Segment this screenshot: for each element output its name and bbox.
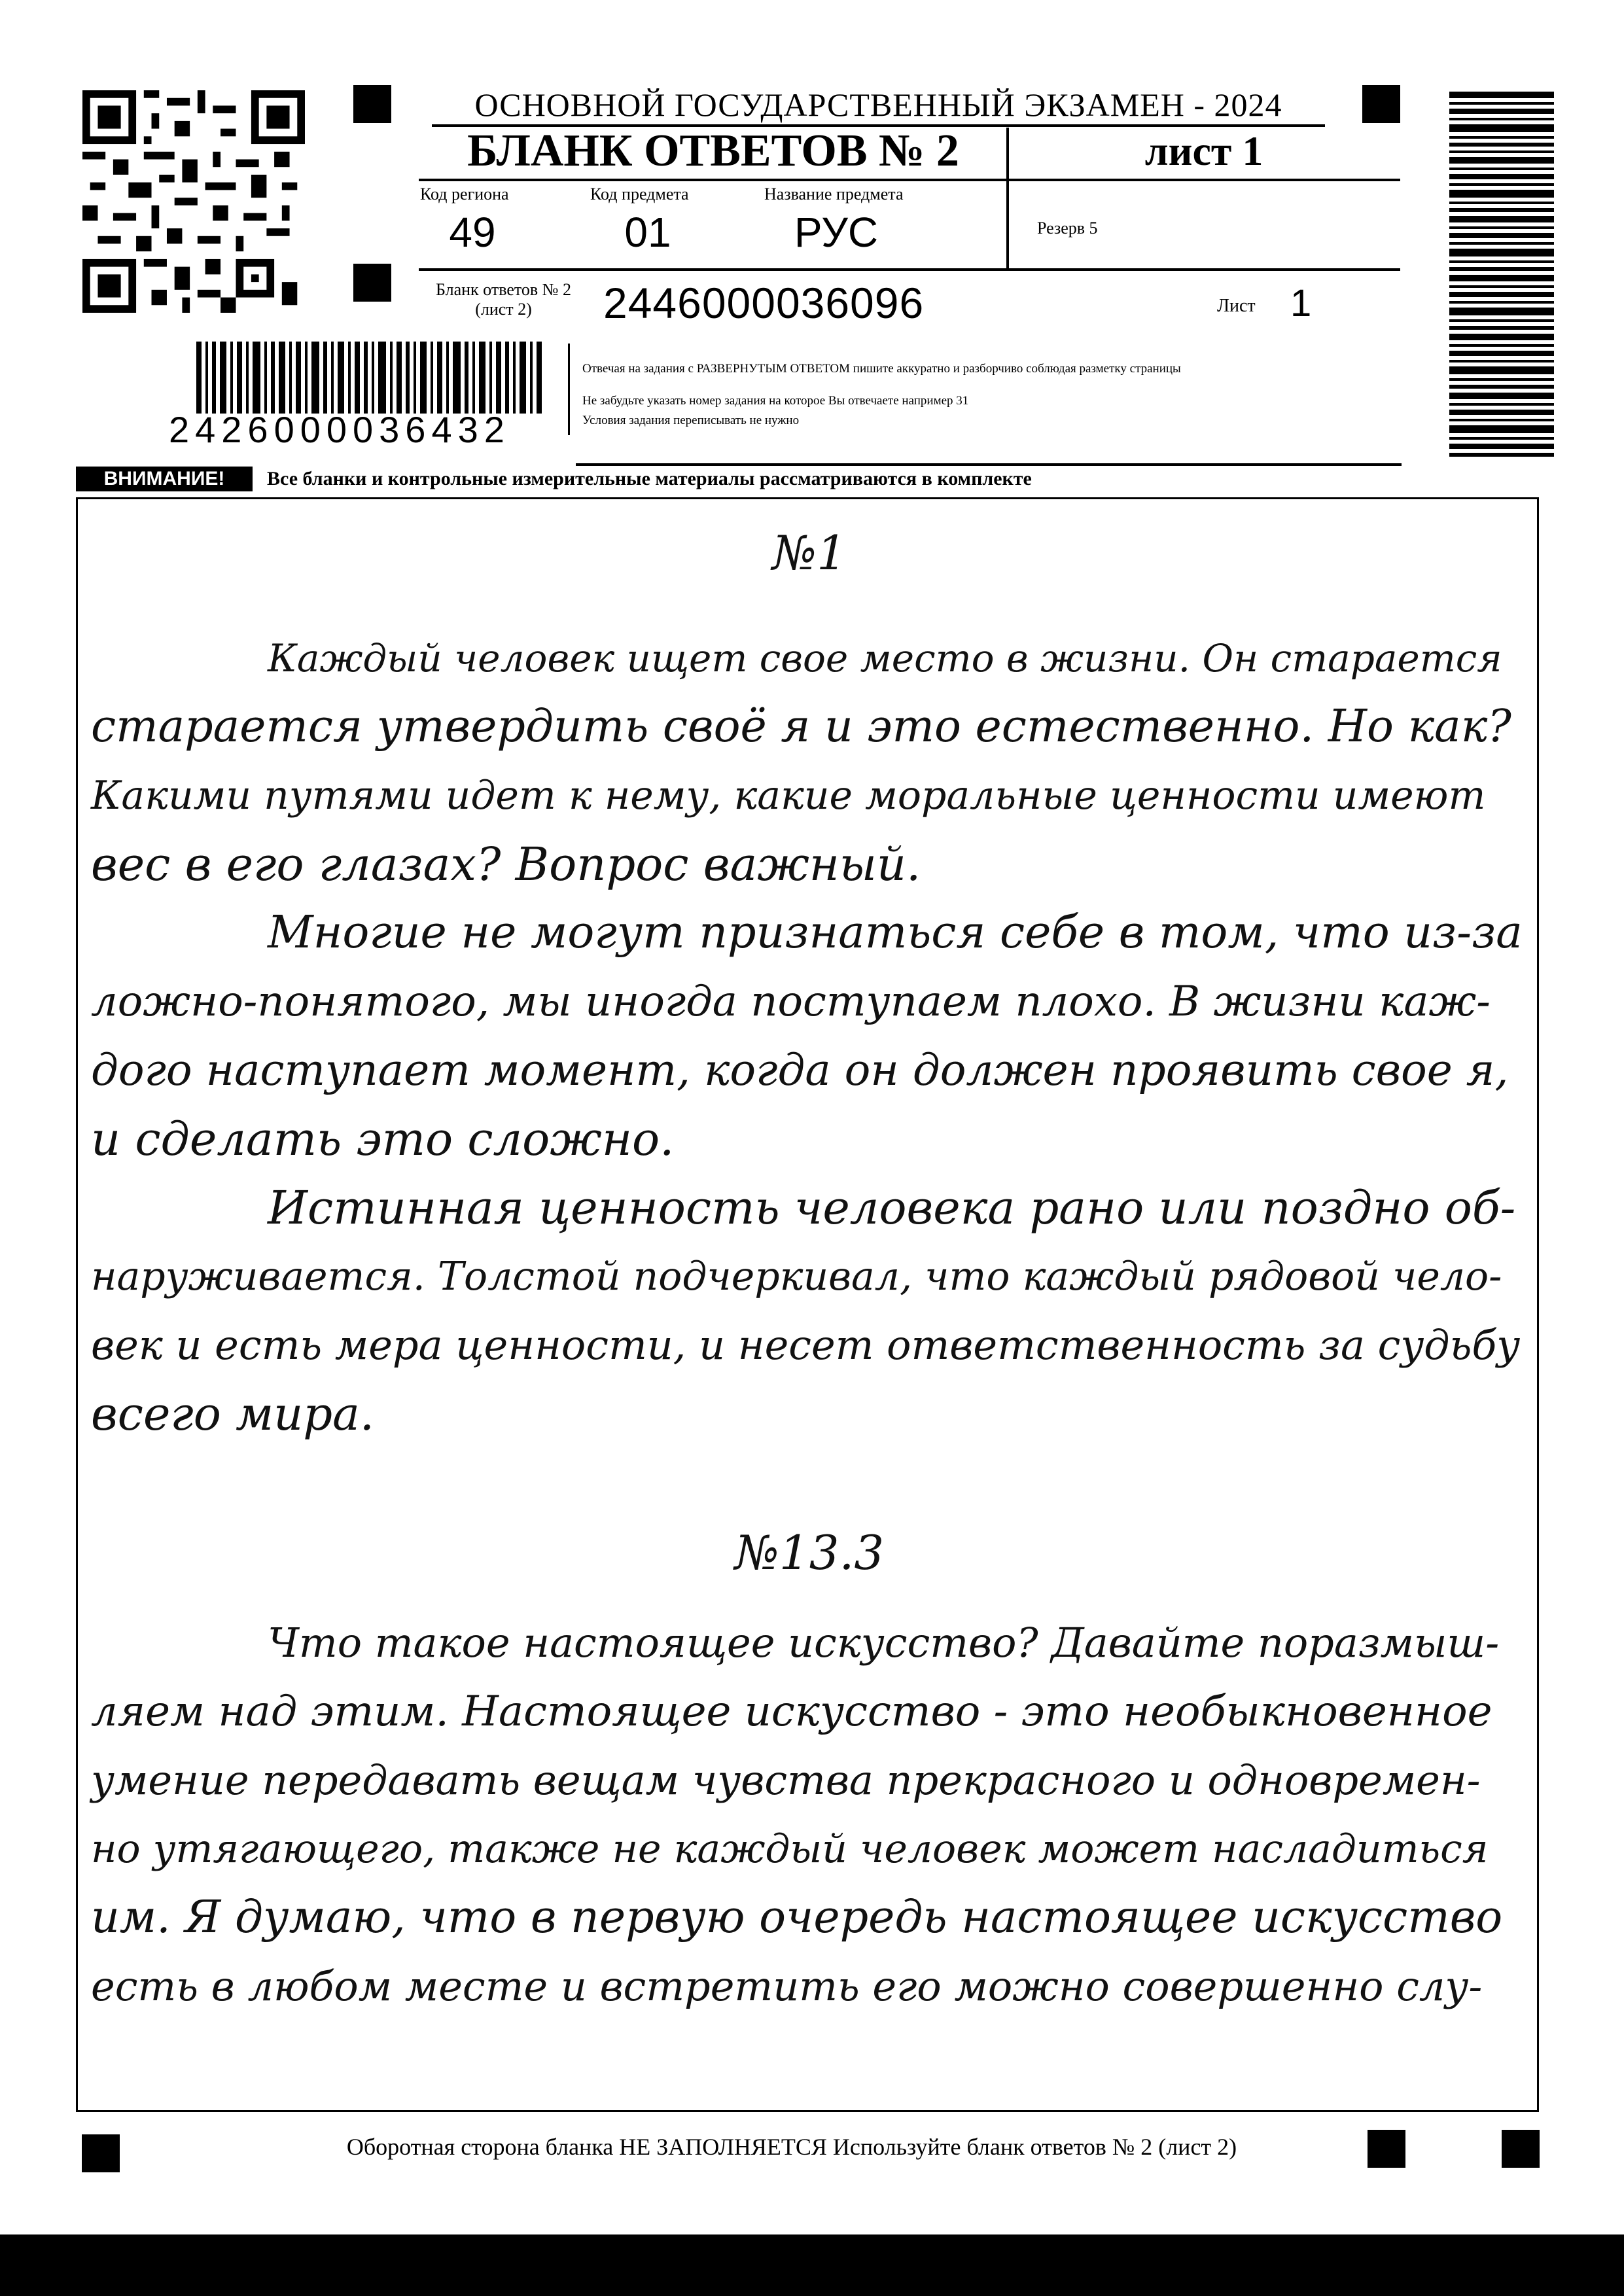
blank-label-line2: (лист 2) — [475, 300, 532, 319]
instruction-line: Не забудьте указать номер задания на которое Вы отвечаете например 31 — [582, 394, 969, 408]
instruction-line: Условия задания переписывать не нужно — [582, 414, 800, 427]
blank-label-line1: Бланк ответов № 2 — [436, 280, 571, 299]
attention-rule — [576, 463, 1402, 466]
answer-line: есть в любом месте и встретить его можно совершенно слу- — [91, 1962, 1483, 2010]
region-code-label: Код региона — [420, 185, 509, 203]
answer-area[interactable] — [76, 497, 1539, 2112]
sheet-title: лист 1 — [1144, 128, 1263, 174]
subject-name-label: Название предмета — [764, 185, 904, 203]
subject-code: 01 — [624, 209, 671, 256]
subject-name: РУС — [794, 209, 879, 256]
registration-marker — [353, 85, 391, 123]
horizontal-barcode — [196, 342, 542, 414]
registration-marker — [82, 2134, 120, 2172]
region-code: 49 — [449, 209, 496, 256]
instruction-line: Отвечая на задания с РАЗВЕРНУТЫМ ОТВЕТОМ пишите аккуратно и разборчиво соблюдая разметку страницы — [582, 362, 1181, 376]
answer-line: Многие не могут признаться себе в том, что из-за — [268, 907, 1523, 959]
sheet-label: Лист — [1217, 296, 1256, 316]
task-heading: №1 — [772, 525, 847, 580]
sheet-number: 1 — [1290, 282, 1312, 325]
registration-marker — [1362, 85, 1400, 123]
answer-line: Истинная ценность человека рано или поздно об- — [268, 1181, 1516, 1235]
attention-badge: ВНИМАНИЕ! — [76, 467, 253, 491]
task-heading: №13.3 — [734, 1525, 885, 1580]
header-rule — [419, 179, 1400, 181]
instruction-divider — [568, 344, 570, 435]
header-divider — [1006, 128, 1009, 268]
answer-line: вес в его глазах? Вопрос важный. — [91, 838, 921, 891]
answer-line: умение передавать вещам чувства прекрасного и одновремен- — [91, 1756, 1481, 1804]
vertical-barcode — [1449, 92, 1554, 458]
scan-edge-band — [0, 2234, 1624, 2296]
exam-title: ОСНОВНОЙ ГОСУДАРСТВЕННЫЙ ЭКЗАМЕН - 2024 — [432, 85, 1325, 127]
attention-text: Все бланки и контрольные измерительные материалы рассматриваются в комплекте — [267, 468, 1032, 489]
blank-label — [414, 280, 593, 319]
answer-line: ляем над этим. Настоящее искусство - это необыкновенное — [91, 1687, 1492, 1736]
answer-line: им. Я думаю, что в первую очередь настоящее искусство — [91, 1892, 1503, 1943]
blank-number: 2446000036096 — [603, 279, 925, 327]
answer-line: всего мира. — [91, 1387, 375, 1441]
answer-line: ложно-понятого, мы иногда поступаем плохо. В жизни каж- — [91, 978, 1491, 1026]
answer-line: век и есть мера ценности, и несет ответственность за судьбу — [91, 1321, 1521, 1369]
answer-line: наруживается. Толстой подчеркивал, что каждый рядовой чело- — [91, 1254, 1502, 1299]
header-rule — [419, 268, 1400, 271]
reserve-label: Резерв 5 — [1037, 219, 1098, 238]
subject-code-label: Код предмета — [590, 185, 689, 203]
registration-marker — [1502, 2130, 1540, 2168]
footer-note: Оборотная сторона бланка НЕ ЗАПОЛНЯЕТСЯ Используйте бланк ответов № 2 (лист 2) — [346, 2134, 1237, 2160]
registration-marker — [1368, 2130, 1405, 2168]
answer-line: и сделать это сложно. — [91, 1112, 675, 1166]
answer-line: Что такое настоящее искусство? Давайте поразмыш- — [268, 1619, 1500, 1667]
qr-code — [79, 90, 309, 313]
answer-line: старается утвердить своё я и это естественно. Но как? — [91, 701, 1511, 752]
registration-marker — [353, 264, 391, 302]
answer-line: дого наступает момент, когда он должен проявить свое я, — [91, 1045, 1509, 1095]
answer-line: но утягающего, также не каждый человек может насладиться — [91, 1826, 1489, 1872]
answer-line: Какими путями идет к нему, какие моральные ценности имеют — [91, 773, 1486, 819]
form-title: БЛАНК ОТВЕТОВ № 2 — [467, 126, 959, 176]
answer-line: Каждый человек ищет свое место в жизни. Он старается — [268, 636, 1502, 680]
barcode-number: 2426000036432 — [169, 409, 510, 450]
